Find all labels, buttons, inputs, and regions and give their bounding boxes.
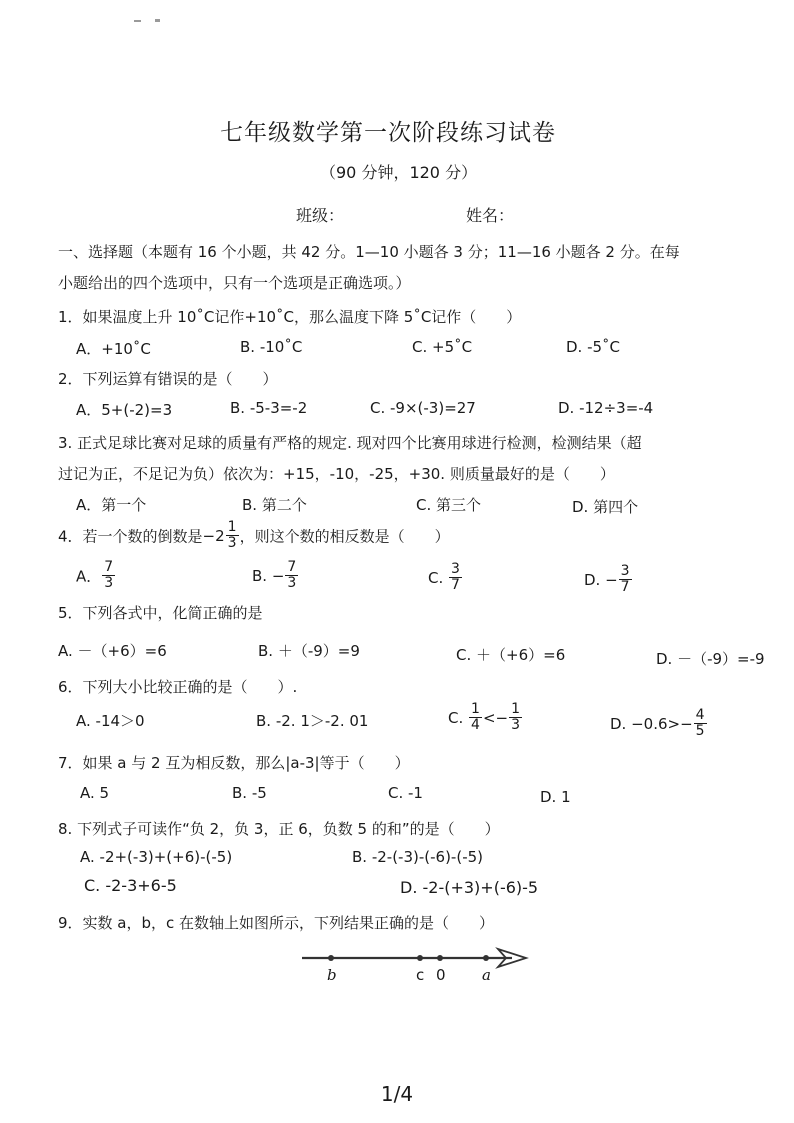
number-line-label-c: c bbox=[416, 966, 425, 984]
question-8-stem: 8. 下列式子可读作“负 2，负 3，正 6，负数 5 的和”的是（ ） bbox=[58, 820, 500, 838]
fraction-numerator: 4 bbox=[695, 707, 705, 723]
question-9-stem: 9．实数 a，b，c 在数轴上如图所示，下列结果正确的是（ ） bbox=[58, 914, 495, 932]
class-label: 班级： bbox=[296, 206, 345, 225]
option-sign: − bbox=[271, 566, 285, 585]
fraction-denominator: 5 bbox=[695, 723, 705, 740]
question-4-option-b bbox=[252, 560, 299, 592]
question-4-option-c bbox=[428, 562, 463, 594]
question-8-option-d: D. -2-(+3)+(-6)-5 bbox=[400, 878, 539, 897]
option-fraction bbox=[619, 564, 632, 596]
option-value: −0.6 bbox=[631, 714, 668, 733]
question-4-option-a bbox=[76, 560, 116, 592]
question-5-option-c: C. ＋（+6）=6 bbox=[456, 646, 566, 664]
question-5-option-b: B. ＋（-9）=9 bbox=[258, 642, 360, 660]
question-2-option-b: B. -5-3=-2 bbox=[230, 399, 308, 417]
mixed-sign: − bbox=[202, 526, 216, 545]
fraction-denominator: 3 bbox=[227, 535, 237, 552]
option-fraction bbox=[509, 702, 522, 734]
question-6-option-b: B. -2. 1＞-2. 01 bbox=[256, 712, 369, 730]
option-label: C. bbox=[448, 708, 469, 727]
question-2-stem: 2．下列运算有错误的是（ ） bbox=[58, 370, 278, 388]
question-3-stem-line2: 过记为正，不足记为负）依次为：+15，-10，-25，+30. 则质量最好的是（ ） bbox=[58, 465, 615, 483]
option-fraction bbox=[102, 560, 115, 592]
question-3-option-a: A．第一个 bbox=[76, 496, 147, 514]
question-3-option-b: B. 第二个 bbox=[242, 496, 307, 514]
number-line-label-zero: 0 bbox=[436, 966, 446, 984]
question-1-stem: 1．如果温度上升 10˚C记作+10˚C，那么温度下降 5˚C记作（ ） bbox=[58, 308, 522, 326]
exam-title: 七年级数学第一次阶段练习试卷 bbox=[220, 120, 556, 146]
option-fraction bbox=[469, 702, 482, 734]
question-8-option-b: B. -2-(-3)-(-6)-(-5) bbox=[352, 848, 484, 866]
fraction-denominator: 3 bbox=[287, 575, 297, 592]
fraction-numerator: 7 bbox=[104, 559, 114, 575]
comparison-sign: >− bbox=[667, 714, 693, 733]
question-1-option-c: C. +5˚C bbox=[412, 338, 473, 356]
question-6-option-d bbox=[610, 708, 708, 740]
option-fraction bbox=[449, 562, 462, 594]
question-4-stem bbox=[58, 520, 450, 552]
option-fraction bbox=[285, 560, 298, 592]
question-6-option-c bbox=[448, 702, 523, 734]
question-2-option-c: C. -9×(-3)=27 bbox=[370, 399, 476, 417]
question-7-option-a: A. 5 bbox=[80, 784, 110, 802]
option-label: D. bbox=[610, 714, 632, 733]
fraction-numerator: 7 bbox=[287, 559, 297, 575]
question-6-stem: 6．下列大小比较正确的是（ ）. bbox=[58, 678, 298, 696]
question-4-stem-after: ，则这个数的相反数是（ ） bbox=[239, 527, 450, 546]
question-5-stem: 5．下列各式中，化简正确的是 bbox=[58, 604, 263, 622]
question-6-option-a: A. -14＞0 bbox=[76, 712, 145, 730]
question-4-option-d bbox=[584, 564, 633, 596]
point-a bbox=[483, 955, 489, 961]
section-intro-line2: 小题给出的四个选项中，只有一个选项是正确选项。） bbox=[58, 274, 411, 292]
option-label: D. bbox=[584, 570, 606, 589]
page-number: 1/4 bbox=[380, 1082, 414, 1106]
mixed-fraction bbox=[226, 520, 239, 552]
fraction-numerator: 3 bbox=[451, 561, 460, 577]
question-2-option-a: A．5+(-2)=3 bbox=[76, 401, 173, 419]
point-b bbox=[328, 955, 334, 961]
question-5-option-d: D. －（-9）=-9 bbox=[656, 650, 765, 668]
fraction-numerator: 1 bbox=[227, 519, 237, 535]
fraction-denominator: 4 bbox=[471, 717, 480, 734]
scan-mark bbox=[155, 19, 160, 22]
fraction-numerator: 3 bbox=[620, 563, 630, 579]
option-label: B. bbox=[252, 566, 272, 585]
number-line-label-a: a bbox=[482, 966, 491, 984]
question-2-option-d: D. -12÷3=-4 bbox=[558, 399, 654, 417]
question-8-option-a: A. -2+(-3)+(+6)-(-5) bbox=[80, 848, 233, 866]
question-4-stem-before: 4．若一个数的倒数是 bbox=[58, 527, 203, 546]
point-zero bbox=[437, 955, 443, 961]
question-7-option-c: C. -1 bbox=[388, 784, 423, 802]
scan-mark bbox=[134, 20, 141, 22]
fraction-denominator: 7 bbox=[620, 579, 630, 596]
fraction-denominator: 3 bbox=[511, 717, 520, 734]
exam-subtitle: （90 分钟，120 分） bbox=[320, 163, 478, 182]
number-line-label-b: b bbox=[327, 966, 337, 984]
question-7-option-b: B. -5 bbox=[232, 784, 267, 802]
question-7-stem: 7．如果 a 与 2 互为相反数，那么|a-3|等于（ ） bbox=[58, 754, 410, 772]
option-label: C. bbox=[428, 568, 449, 587]
question-1-option-d: D. -5˚C bbox=[566, 338, 621, 356]
question-1-option-b: B. -10˚C bbox=[240, 338, 303, 356]
comparison-sign: <− bbox=[482, 708, 509, 727]
fraction-numerator: 1 bbox=[471, 701, 480, 717]
question-5-option-a: A. －（+6）=6 bbox=[58, 642, 167, 660]
option-sign: − bbox=[605, 570, 618, 589]
option-label: A． bbox=[76, 567, 102, 586]
fraction-denominator: 7 bbox=[451, 577, 460, 594]
mixed-whole: 2 bbox=[215, 526, 225, 545]
question-3-stem-line1: 3. 正式足球比赛对足球的质量有严格的规定. 现对四个比赛用球进行检测，检测结果（超 bbox=[58, 434, 642, 452]
name-label: 姓名： bbox=[466, 206, 515, 225]
section-intro-line1: 一、选择题（本题有 16 个小题，共 42 分。1—10 小题各 3 分；11—16 小题各 2 分。在每 bbox=[58, 243, 680, 261]
question-7-option-d: D. 1 bbox=[540, 788, 571, 806]
option-fraction bbox=[694, 708, 707, 740]
question-1-option-a: A．+10˚C bbox=[76, 340, 151, 358]
question-8-option-c: C. -2-3+6-5 bbox=[84, 876, 177, 895]
fraction-numerator: 1 bbox=[511, 701, 520, 717]
question-3-option-d: D. 第四个 bbox=[572, 498, 639, 516]
point-c bbox=[417, 955, 423, 961]
question-3-option-c: C. 第三个 bbox=[416, 496, 482, 514]
fraction-denominator: 3 bbox=[104, 575, 114, 592]
